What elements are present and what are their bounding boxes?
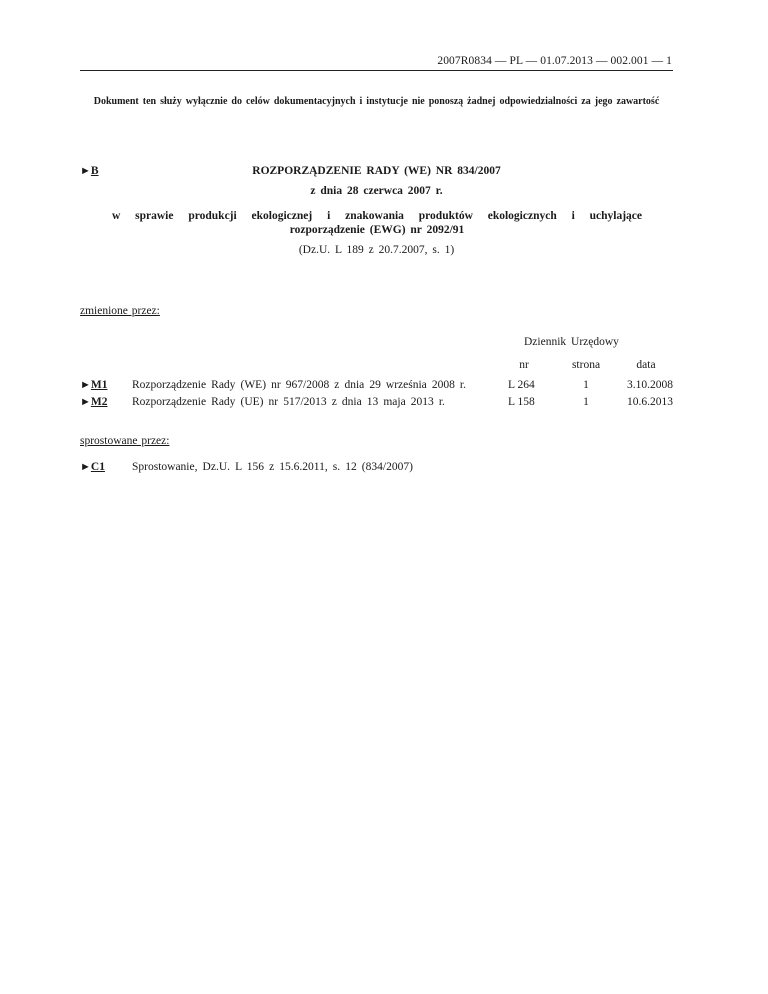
column-header-page: strona bbox=[571, 359, 601, 371]
regulation-subject-line2: rozporządzenie (EWG) nr 2092/91 bbox=[289, 224, 465, 236]
amendment-nr: L 158 bbox=[508, 396, 535, 408]
marker-arrow-icon: ► bbox=[80, 396, 91, 408]
amendment-description: Rozporządzenie Rady (UE) nr 517/2013 z dnia 13 maja 2013 r. bbox=[132, 396, 445, 408]
amendment-date: 3.10.2008 bbox=[627, 379, 673, 391]
regulation-subject bbox=[112, 209, 642, 237]
marker-arrow-icon: ► bbox=[80, 461, 91, 473]
marker-arrow-icon: ► bbox=[80, 379, 91, 391]
column-header-nr: nr bbox=[519, 359, 529, 371]
amendment-page: 1 bbox=[583, 396, 589, 408]
amendment-code[interactable]: M2 bbox=[90, 396, 108, 408]
correction-marker-c1[interactable] bbox=[80, 461, 105, 473]
column-header-date: data bbox=[636, 359, 656, 371]
header-rule bbox=[80, 70, 673, 71]
official-journal-header: Dziennik Urzędowy bbox=[524, 336, 619, 348]
official-journal-reference: (Dz.U. L 189 z 20.7.2007, s. 1) bbox=[298, 244, 455, 256]
amendment-date: 10.6.2013 bbox=[627, 396, 673, 408]
correction-code[interactable]: C1 bbox=[90, 461, 105, 473]
amendment-page: 1 bbox=[583, 379, 589, 391]
amendment-marker-m1[interactable] bbox=[80, 379, 108, 391]
base-act-code[interactable]: B bbox=[90, 165, 99, 177]
amendment-description: Rozporządzenie Rady (WE) nr 967/2008 z dnia 29 września 2008 r. bbox=[132, 379, 466, 391]
regulation-subject-line1: w sprawie produkcji ekologicznej i znakowania produktów ekologicznych i uchylające bbox=[112, 210, 642, 222]
document-reference-header: 2007R0834 — PL — 01.07.2013 — 002.001 — 1 bbox=[437, 55, 672, 67]
amendment-nr: L 264 bbox=[508, 379, 535, 391]
disclaimer-text: Dokument ten służy wyłącznie do celów dokumentacyjnych i instytucje nie ponoszą żadnej odpowiedzialności za jego zawartość bbox=[93, 96, 660, 107]
amended-by-label: zmienione przez: bbox=[80, 305, 160, 317]
regulation-date: z dnia 28 czerwca 2007 r. bbox=[310, 185, 443, 197]
amendment-marker-m2[interactable] bbox=[80, 396, 108, 408]
corrected-by-label: sprostowane przez: bbox=[80, 435, 170, 447]
amendment-code[interactable]: M1 bbox=[90, 379, 108, 391]
marker-arrow-icon: ► bbox=[80, 165, 91, 177]
regulation-title: ROZPORZĄDZENIE RADY (WE) NR 834/2007 bbox=[252, 165, 501, 177]
correction-description: Sprostowanie, Dz.U. L 156 z 15.6.2011, s. 12 (834/2007) bbox=[132, 461, 413, 473]
